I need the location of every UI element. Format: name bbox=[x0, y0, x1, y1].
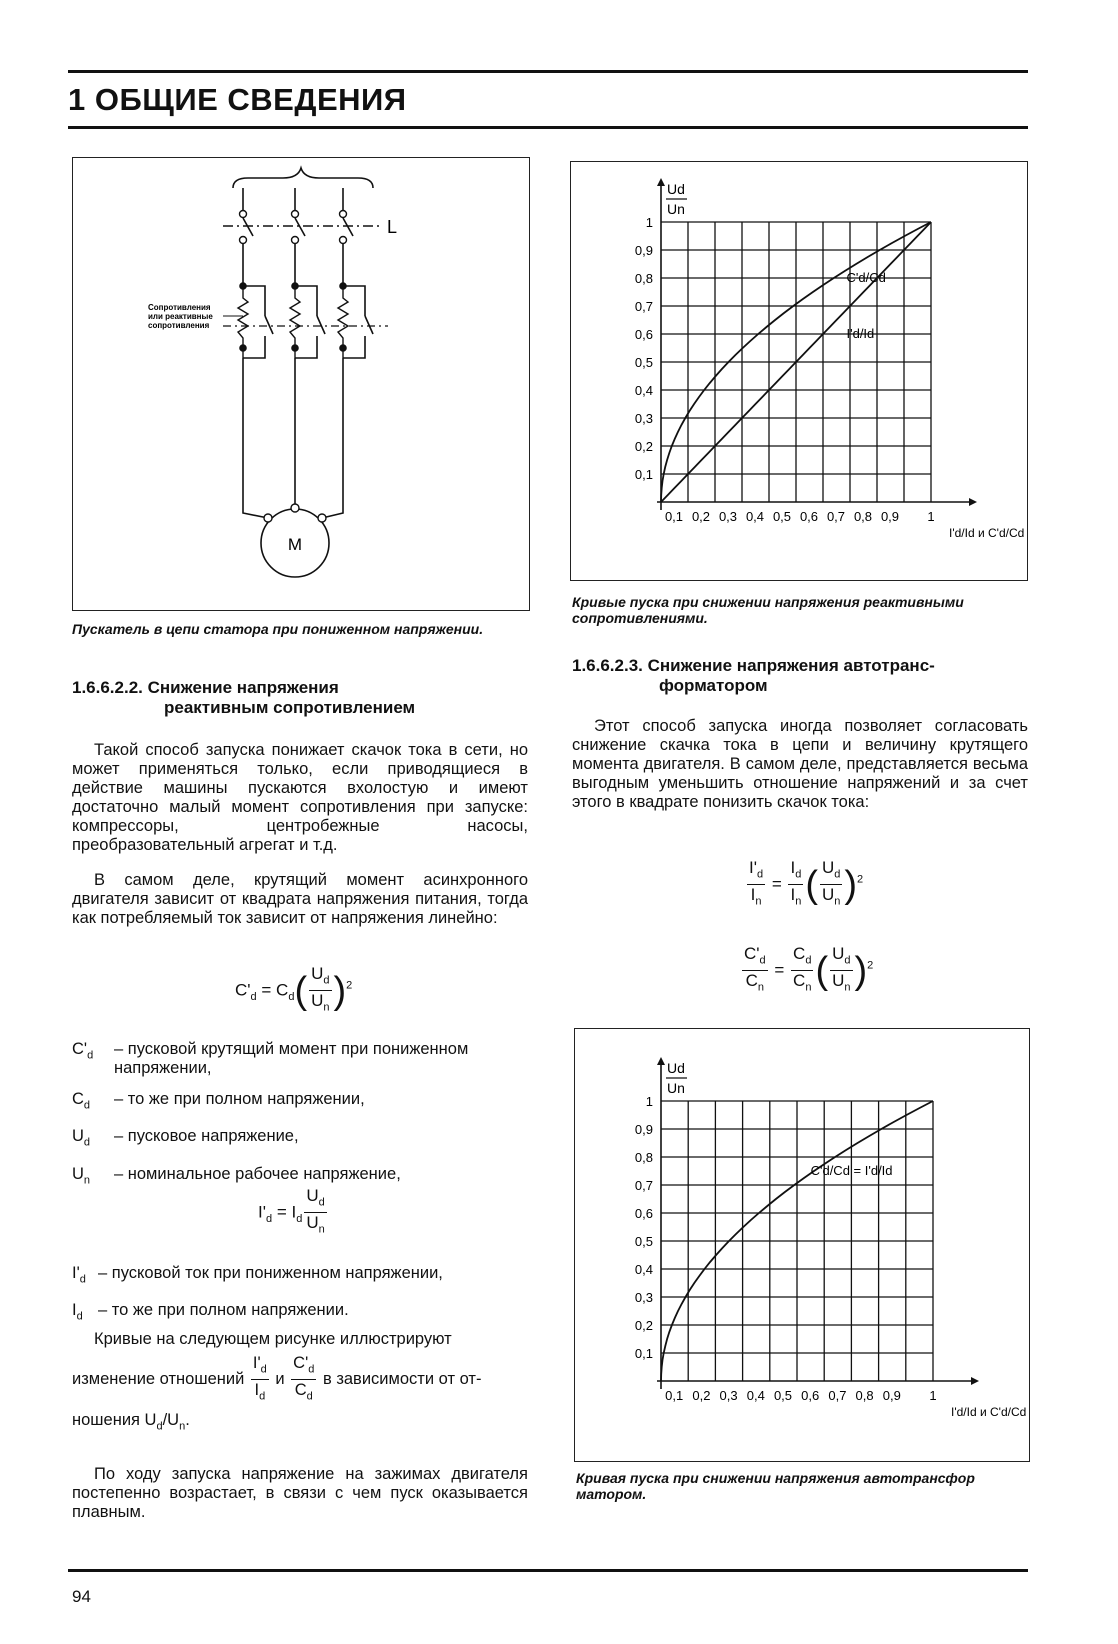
page-number: 94 bbox=[72, 1587, 91, 1606]
chart1-series-label-2: I'd/Id bbox=[846, 326, 875, 341]
section-a-title-1: Снижение напряжения bbox=[147, 678, 339, 697]
chart1-xtick-1: 0,1 bbox=[664, 509, 684, 524]
chart2-xtick-4: 0,4 bbox=[746, 1388, 765, 1403]
section-a-para1: Такой способ запуска понижает скачок тока в сети, но может применяться только, если приводящиеся в действие машины пускаются вхолостую и имеют достаточно малый момент сопротивления при запуске: компрессоры, центробежные насосы, преобразовательный агрегат и т.д. bbox=[72, 741, 528, 854]
def-list-b: $I'_d$ – пусковой ток при пониженном напряжении, $I_d$ – то же при полном напряжении. bbox=[72, 1264, 528, 1327]
chart1-ytick-1: 0,1 bbox=[634, 467, 653, 482]
header-rule bbox=[68, 126, 1028, 129]
para3-and: и bbox=[275, 1370, 285, 1389]
circuit-diagram bbox=[73, 158, 529, 610]
motor-label: M bbox=[287, 535, 303, 554]
section-a-number: 1.6.6.2.2. bbox=[72, 678, 143, 697]
chart1-ylabel-den: Un bbox=[667, 201, 685, 217]
para3-line3: ношения U bbox=[72, 1410, 157, 1429]
chart1-ytick-3: 0,3 bbox=[634, 411, 653, 426]
chart2-xtick-5: 0,5 bbox=[773, 1388, 793, 1403]
def-start-voltage: – пусковое напряжение, bbox=[114, 1127, 299, 1146]
chart1-ytick-5: 0,5 bbox=[634, 355, 653, 370]
chart2-ytick-7: 0,7 bbox=[634, 1178, 653, 1193]
chart2-x-arrow bbox=[971, 1377, 979, 1385]
figure1-caption: Пускатель в цепи статора при пониженном напряжении. bbox=[72, 621, 484, 637]
chart1-y-arrow bbox=[657, 178, 665, 186]
chart1-ytick-4: 0,4 bbox=[634, 383, 653, 398]
chart1-xtick-10: 1 bbox=[927, 509, 935, 524]
def-torque-full: – то же при полном напряжении, bbox=[114, 1090, 365, 1108]
para3-line2a: изменение отношений bbox=[72, 1370, 245, 1389]
resistor-label-2: или реактивные bbox=[148, 312, 213, 321]
chart1-xlabel: I'd/Id и C'd/Cd bbox=[949, 526, 1025, 540]
chart2-ytick-3: 0,3 bbox=[634, 1290, 653, 1305]
page-title: 1 ОБЩИЕ СВЕДЕНИЯ bbox=[68, 82, 407, 117]
section-a-para3: Кривые на следующем рисунке иллюстрируют изменение отношений $\frac{I'_d}{I_d}$ и $\frac{C'_d}{C_d}$ в зависимости от от- ношения $U_d/U_n$. bbox=[72, 1330, 528, 1436]
def-current-full: – то же при полном напряжении. bbox=[98, 1301, 349, 1320]
chart2-ytick-1: 0,1 bbox=[634, 1346, 653, 1361]
section-a-heading bbox=[72, 678, 542, 718]
section-a-para4: По ходу запуска напряжение на зажимах двигателя постепенно возрастает, в связи с чем пуск оказывается плавным. bbox=[72, 1465, 528, 1521]
formula-torque: $C'_d = C_d$( $\frac{U_d}{U_n}$ )$^2$ bbox=[235, 964, 353, 1014]
def-list-a: $C'_d$ – пусковой крутящий момент при пониженном напряжении, $C_d$ – то же при полном напряжении, $U_d$ – пусковое напряжение, $U_n$ – номинальное рабочее напряжение, bbox=[72, 1040, 528, 1190]
chart1-ytick-7: 0,7 bbox=[634, 299, 653, 314]
chart1-ylabel-num: Ud bbox=[667, 181, 685, 197]
chart2-xtick-3: 0,3 bbox=[719, 1388, 738, 1403]
chart1-frame bbox=[570, 161, 1028, 581]
chart1-xtick-9: 0,9 bbox=[880, 509, 900, 524]
chart1-ytick-10: 1 bbox=[645, 215, 653, 230]
chart1-xtick-7: 0,7 bbox=[826, 509, 846, 524]
chart2-xtick-8: 0,8 bbox=[855, 1388, 874, 1403]
chart2-series-label: C'd/Cd = I'd/Id bbox=[810, 1163, 893, 1178]
chart1-xtick-5: 0,5 bbox=[772, 509, 792, 524]
section-a-title-2: реактивным сопротивлением bbox=[164, 698, 416, 717]
chart2-ytick-9: 0,9 bbox=[634, 1122, 653, 1137]
chart2-frame bbox=[574, 1028, 1030, 1462]
line-label: L bbox=[387, 217, 398, 237]
section-b-heading bbox=[572, 656, 1028, 696]
chart1-xtick-3: 0,3 bbox=[718, 509, 738, 524]
section-b-number: 1.6.6.2.3. bbox=[572, 656, 643, 675]
section-a-para2: В самом деле, крутящий момент асинхронного двигателя зависит от квадрата напряжения питания, тогда как потребляемый ток зависит от напряжения линейно: bbox=[72, 871, 528, 927]
formula-current: $I'_d = I_d$ $\frac{U_d}{U_n}$ bbox=[258, 1186, 325, 1236]
chart1-x-arrow bbox=[969, 498, 977, 506]
chart2-xtick-7: 0,7 bbox=[828, 1388, 847, 1403]
chart2-caption: Кривая пуска при снижении напряжения автотрансфор матором. bbox=[576, 1470, 975, 1502]
chart2-ylabel-den: Un bbox=[667, 1080, 685, 1096]
chart2-xtick-1: 0,1 bbox=[665, 1388, 684, 1403]
chart2-xtick-10: 1 bbox=[929, 1388, 937, 1403]
chart2-svg bbox=[575, 1029, 1029, 1461]
chart1-svg bbox=[571, 162, 1027, 580]
chart2-y-arrow bbox=[657, 1057, 665, 1065]
chart1-ytick-2: 0,2 bbox=[634, 439, 653, 454]
chart2-ytick-10: 1 bbox=[645, 1094, 653, 1109]
circuit-figure bbox=[72, 157, 530, 611]
chart2-xtick-9: 0,9 bbox=[882, 1388, 901, 1403]
chart1-xtick-4: 0,4 bbox=[745, 509, 765, 524]
chart2-ytick-2: 0,2 bbox=[634, 1318, 653, 1333]
def-current-reduced: – пусковой ток при пониженном напряжении, bbox=[98, 1264, 443, 1282]
chart1-xtick-8: 0,8 bbox=[853, 509, 873, 524]
section-b-title-1: Снижение напряжения автотранс- bbox=[647, 656, 935, 675]
chart2-xtick-2: 0,2 bbox=[692, 1388, 711, 1403]
chart1-series-label-1: C'd/Cd bbox=[846, 270, 886, 285]
chart1-ytick-6: 0,6 bbox=[634, 327, 653, 342]
footer-rule bbox=[68, 1569, 1028, 1572]
chart2-xlabel: I'd/Id и C'd/Cd bbox=[951, 1405, 1027, 1419]
resistor-label-3: сопротивления bbox=[148, 321, 210, 330]
formula-current-ratio: $\frac{I'_d}{I_n}$ = $\frac{I_d}{I_n}$ ( $\frac{U_d}{U_n}$ )$^2$ bbox=[749, 858, 864, 908]
chart2-ylabel-num: Ud bbox=[667, 1060, 685, 1076]
chart1-xtick-2: 0,2 bbox=[691, 509, 711, 524]
chart2-ytick-8: 0,8 bbox=[634, 1150, 653, 1165]
def-torque-reduced: – пусковой крутящий момент при пониженном напряжении, bbox=[114, 1040, 469, 1077]
chart2-ytick-6: 0,6 bbox=[634, 1206, 653, 1221]
chart1-xtick-6: 0,6 bbox=[799, 509, 819, 524]
section-b-title-2: форматором bbox=[659, 676, 768, 695]
chart1-caption: Кривые пуска при снижении напряжения реактивными сопротивлениями. bbox=[572, 594, 964, 626]
para3-line3-tail: /U bbox=[162, 1410, 180, 1429]
section-b-para1: Этот способ запуска иногда позволяет согласовать снижение скачка тока в цепи и величину крутящего момента двигателя. В самом деле, представляется весьма выгодным уменьшить отношение напряжений и за счет этого в квадрате понизить скачок тока: bbox=[572, 717, 1028, 811]
chart1-ytick-9: 0,9 bbox=[634, 243, 653, 258]
para3-line2b: в зависимости от от- bbox=[322, 1370, 482, 1389]
chart1-ytick-8: 0,8 bbox=[634, 271, 653, 286]
formula-torque-ratio: $\frac{C'_d}{C_n}$ = $\frac{C_d}{C_n}$ ( $\frac{U_d}{U_n}$ )$^2$ bbox=[744, 944, 874, 994]
chart2-xtick-6: 0,6 bbox=[801, 1388, 820, 1403]
resistor-label-1: Сопротивления bbox=[148, 303, 211, 312]
chart2-ytick-4: 0,4 bbox=[634, 1262, 653, 1277]
def-nominal-voltage: – номинальное рабочее напряжение, bbox=[114, 1164, 401, 1183]
para3-line1: Кривые на следующем рисунке иллюстрируют bbox=[94, 1330, 452, 1348]
chart2-ytick-5: 0,5 bbox=[634, 1234, 653, 1249]
top-rule bbox=[68, 70, 1028, 73]
